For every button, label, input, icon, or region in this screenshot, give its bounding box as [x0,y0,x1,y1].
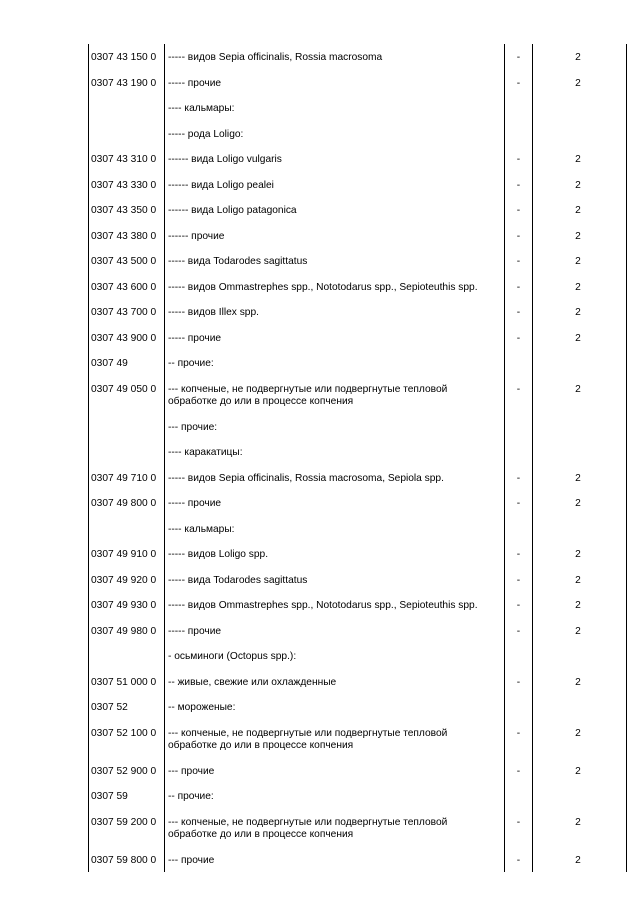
description-cell: -- прочие: [165,350,505,376]
table-row [89,44,627,70]
table-row [89,223,627,249]
table-row [89,350,627,376]
duty-rate-cell [533,516,627,542]
table-row [89,669,627,695]
tariff-code-cell: 0307 49 910 0 [89,541,165,567]
duty-rate-cell: 2 [533,720,627,758]
table-row [89,592,627,618]
duty-rate-cell: 2 [533,223,627,249]
table-row [89,516,627,542]
table-row [89,809,627,847]
description-cell: ----- видов Sepia officinalis, Rossia macrosoma [165,44,505,70]
duty-rate-cell [533,783,627,809]
description-cell: ----- рода Loligo: [165,121,505,147]
description-cell: ------ вида Loligo patagonica [165,197,505,223]
unit-cell: - [505,490,533,516]
tariff-code-cell: 0307 52 [89,694,165,720]
tariff-code-cell [89,95,165,121]
table-row [89,70,627,96]
unit-cell [505,516,533,542]
table-row [89,643,627,669]
unit-cell: - [505,44,533,70]
tariff-code-cell: 0307 43 600 0 [89,274,165,300]
description-cell: ----- видов Sepia officinalis, Rossia macrosoma, Sepiola spp. [165,465,505,491]
unit-cell [505,783,533,809]
duty-rate-cell [533,414,627,440]
unit-cell: - [505,567,533,593]
tariff-code-cell: 0307 43 500 0 [89,248,165,274]
unit-cell: - [505,248,533,274]
description-cell: --- прочие [165,847,505,873]
tariff-code-cell: 0307 49 800 0 [89,490,165,516]
tariff-code-cell: 0307 52 900 0 [89,758,165,784]
unit-cell: - [505,809,533,847]
description-cell: ----- вида Todarodes sagittatus [165,567,505,593]
tariff-code-cell: 0307 43 900 0 [89,325,165,351]
duty-rate-cell: 2 [533,541,627,567]
unit-cell: - [505,146,533,172]
table-row [89,172,627,198]
duty-rate-cell: 2 [533,758,627,784]
unit-cell: - [505,376,533,414]
tariff-code-cell [89,121,165,147]
duty-rate-cell: 2 [533,465,627,491]
tariff-code-cell [89,643,165,669]
tariff-code-cell: 0307 49 930 0 [89,592,165,618]
description-cell: ----- видов Illex spp. [165,299,505,325]
unit-cell: - [505,223,533,249]
description-cell: ------ прочие [165,223,505,249]
unit-cell [505,694,533,720]
tariff-code-cell: 0307 43 380 0 [89,223,165,249]
tariff-code-cell: 0307 49 [89,350,165,376]
description-cell: ------ вида Loligo pealei [165,172,505,198]
unit-cell: - [505,758,533,784]
tariff-code-cell: 0307 59 800 0 [89,847,165,873]
description-cell: ----- видов Loligo spp. [165,541,505,567]
duty-rate-cell [533,121,627,147]
table-row [89,567,627,593]
description-cell: -- мороженые: [165,694,505,720]
tariff-code-cell [89,516,165,542]
description-cell: --- копченые, не подвергнутые или подвергнутые тепловой обработке до или в процессе копчения [165,376,505,414]
tariff-code-cell: 0307 49 710 0 [89,465,165,491]
tariff-table-body [89,44,627,872]
duty-rate-cell: 2 [533,70,627,96]
description-cell: -- живые, свежие или охлажденные [165,669,505,695]
duty-rate-cell [533,643,627,669]
table-row [89,490,627,516]
table-row [89,694,627,720]
duty-rate-cell: 2 [533,376,627,414]
tariff-code-cell: 0307 49 050 0 [89,376,165,414]
description-cell: ----- видов Ommastrephes spp., Nototodarus spp., Sepioteuthis spp. [165,274,505,300]
description-cell: -- прочие: [165,783,505,809]
table-row [89,299,627,325]
table-row [89,758,627,784]
unit-cell [505,414,533,440]
duty-rate-cell [533,439,627,465]
unit-cell: - [505,847,533,873]
unit-cell: - [505,592,533,618]
description-cell: --- копченые, не подвергнутые или подвергнутые тепловой обработке до или в процессе копчения [165,809,505,847]
unit-cell: - [505,541,533,567]
description-cell: --- прочие: [165,414,505,440]
duty-rate-cell: 2 [533,592,627,618]
duty-rate-cell: 2 [533,274,627,300]
table-row [89,325,627,351]
table-row [89,783,627,809]
duty-rate-cell: 2 [533,248,627,274]
table-row [89,274,627,300]
unit-cell: - [505,720,533,758]
tariff-code-cell: 0307 51 000 0 [89,669,165,695]
unit-cell: - [505,197,533,223]
tariff-code-cell [89,414,165,440]
tariff-code-cell: 0307 43 310 0 [89,146,165,172]
description-cell: ----- прочие [165,618,505,644]
description-cell: ----- прочие [165,325,505,351]
description-cell: - осьминоги (Octopus spp.): [165,643,505,669]
unit-cell: - [505,669,533,695]
table-row [89,197,627,223]
unit-cell [505,350,533,376]
tariff-code-cell: 0307 43 190 0 [89,70,165,96]
description-cell: ----- прочие [165,490,505,516]
duty-rate-cell [533,350,627,376]
description-cell: ---- кальмары: [165,95,505,121]
table-row [89,847,627,873]
table-row [89,720,627,758]
tariff-code-cell: 0307 43 700 0 [89,299,165,325]
tariff-code-cell: 0307 59 [89,783,165,809]
duty-rate-cell: 2 [533,299,627,325]
description-cell: ----- прочие [165,70,505,96]
duty-rate-cell: 2 [533,197,627,223]
duty-rate-cell: 2 [533,567,627,593]
tariff-code-cell: 0307 43 150 0 [89,44,165,70]
duty-rate-cell: 2 [533,146,627,172]
duty-rate-cell [533,694,627,720]
table-row [89,465,627,491]
tariff-code-cell: 0307 43 350 0 [89,197,165,223]
tariff-code-cell: 0307 52 100 0 [89,720,165,758]
unit-cell [505,439,533,465]
table-row [89,414,627,440]
unit-cell: - [505,274,533,300]
duty-rate-cell: 2 [533,325,627,351]
description-cell: ----- видов Ommastrephes spp., Nototodarus spp., Sepioteuthis spp. [165,592,505,618]
unit-cell: - [505,618,533,644]
table-row [89,248,627,274]
unit-cell: - [505,325,533,351]
duty-rate-cell: 2 [533,490,627,516]
table-row [89,618,627,644]
duty-rate-cell: 2 [533,44,627,70]
description-cell: --- копченые, не подвергнутые или подвергнутые тепловой обработке до или в процессе копчения [165,720,505,758]
tariff-code-cell: 0307 59 200 0 [89,809,165,847]
unit-cell: - [505,299,533,325]
duty-rate-cell: 2 [533,809,627,847]
unit-cell [505,121,533,147]
description-cell: ---- каракатицы: [165,439,505,465]
table-row [89,95,627,121]
duty-rate-cell [533,95,627,121]
duty-rate-cell: 2 [533,847,627,873]
tariff-code-cell: 0307 49 980 0 [89,618,165,644]
tariff-code-cell: 0307 49 920 0 [89,567,165,593]
tariff-table [88,44,627,872]
tariff-code-cell: 0307 43 330 0 [89,172,165,198]
duty-rate-cell: 2 [533,172,627,198]
unit-cell [505,643,533,669]
table-row [89,146,627,172]
unit-cell: - [505,172,533,198]
duty-rate-cell: 2 [533,618,627,644]
table-row [89,376,627,414]
description-cell: ---- кальмары: [165,516,505,542]
unit-cell: - [505,465,533,491]
tariff-code-cell [89,439,165,465]
unit-cell: - [505,70,533,96]
unit-cell [505,95,533,121]
description-cell: --- прочие [165,758,505,784]
table-row [89,121,627,147]
description-cell: ------ вида Loligo vulgaris [165,146,505,172]
duty-rate-cell: 2 [533,669,627,695]
table-row [89,439,627,465]
table-row [89,541,627,567]
description-cell: ----- вида Todarodes sagittatus [165,248,505,274]
